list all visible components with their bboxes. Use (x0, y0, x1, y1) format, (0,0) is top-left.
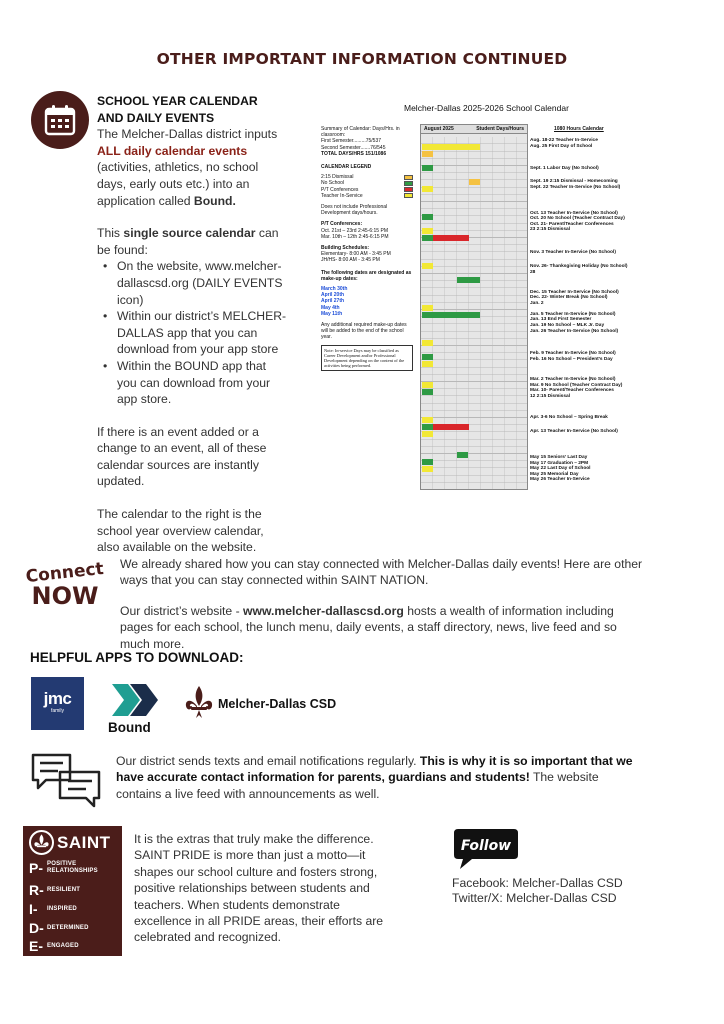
calendar-sources-list (97, 258, 287, 407)
calendar-event: Nov. 3 Teacher In-Service (No School) (530, 249, 616, 255)
calendar-event: May 26 Teacher In-Service (530, 477, 590, 483)
list-item: • Within our district’s MELCHER-DALLAS app that you can download from your app store (97, 308, 287, 358)
calendar-section-heading: SCHOOL YEAR CALENDAR AND DAILY EVENTS (97, 94, 258, 125)
website-paragraph: Our district’s website - www.melcher-dallascsd.org hosts a wealth of information including pages for each school, the lunch menu, daily events, a staff directory, news, live feed and so much more. (120, 603, 617, 651)
calendar-event: Jan. 2 (530, 300, 544, 306)
calendar-event: Oct. 21- Parent/Teacher Conferences (530, 221, 614, 227)
calendar-event: May 15 Seniors’ Last Day (530, 455, 588, 461)
calendar-event: Sept. 19 2:15 Dismissal - Homecoming (530, 178, 618, 184)
calendar-update-text: If there is an event added or a change to an event, all of these calendar sources are instantly updated. (97, 424, 267, 489)
connect-now-logo (24, 556, 105, 612)
social-links (452, 876, 623, 907)
calendar-icon (31, 91, 89, 149)
jmc-app-logo[interactable]: jmc family (31, 677, 84, 730)
calendar-event: May 22 Last Day of School (530, 466, 591, 472)
calendar-event: Nov. 26- Thanksgiving Holiday (No School) (530, 264, 628, 270)
facebook-link[interactable]: Facebook: Melcher-Dallas CSD (452, 876, 623, 890)
calendar-event: May 25 Memorial Day (530, 471, 579, 477)
pride-row-d: D- DETERMINED (29, 920, 89, 936)
fleur-de-lis-icon (29, 830, 54, 855)
hours-calendar-title: 1080 Hours Calendar (554, 126, 604, 132)
calendar-event: Sept. 1 Labor Day (No School) (530, 165, 599, 171)
legend-conferences: P/T Conferences (321, 187, 413, 193)
list-item: • Within the BOUND app that you can download from your app store. (97, 358, 287, 408)
calendar-event: Jan. 5 Teacher In-Service (No School) (530, 311, 616, 317)
saint-pride-graphic (23, 826, 122, 956)
twitter-link[interactable]: Twitter/X: Melcher-Dallas CSD (452, 891, 617, 906)
calendar-event: Dec. 15 Teacher In-Service (No School) (530, 289, 619, 295)
svg-text:NOW: NOW (31, 582, 99, 610)
calendar-event: Jan. 26 Teacher In-Service (No School) (530, 328, 619, 334)
calendar-events-list (528, 138, 693, 488)
school-calendar-image (316, 98, 696, 494)
calendar-event: 23 2:15 Dismissal (530, 227, 571, 233)
calendar-title: Melcher-Dallas 2025-2026 School Calendar (404, 103, 569, 113)
calendar-overview-text: The calendar to the right is the school year overview calendar, also available on the website. (97, 507, 264, 555)
calendar-event: Mar. 9 No School (Teacher Contract Day) (530, 382, 623, 388)
calendar-event: Dec. 22- Winter Break (No School) (530, 295, 608, 301)
calendar-event: Aug. 25 First Day of School (530, 143, 593, 149)
page-title: OTHER IMPORTANT INFORMATION CONTINUED (156, 50, 568, 68)
pride-row-i: I- INSPIRED (29, 901, 77, 917)
legend-no-school: No School (321, 180, 413, 186)
calendar-event: Mar. 2 Teacher In-Service (No School) (530, 377, 616, 382)
calendar-event: 28 (530, 270, 536, 276)
follow-speech-bubble-icon (452, 825, 520, 871)
calendar-info-section (97, 93, 287, 556)
fleur-de-lis-icon[interactable] (183, 684, 215, 720)
svg-text:Follow: Follow (460, 838, 512, 854)
pride-row-e: E- ENGAGED (29, 938, 79, 954)
calendar-event: May 17 Graduation – 2PM (530, 460, 589, 466)
calendar-event: Sept. 22 Teacher In-Service (No School) (530, 184, 621, 190)
bound-app-label: Bound (108, 720, 151, 735)
calendar-event: Oct. 20 No School (Teacher Contract Day) (530, 216, 625, 222)
calendar-event: Aug. 18-22 Teacher In-Service (530, 138, 598, 143)
saint-pride-paragraph: It is the extras that truly make the difference. SAINT PRIDE is more than just a motto—it shapes our school culture and fosters strong, positive relationships between students and teachers. When students demonstrate excellence in all PRIDE areas, their efforts are celebrated and recognized. (134, 832, 384, 945)
calendar-summary: Summary of Calendar: Days/Hrs. in classroom: First Semester.........75/537 Second Semester.......76/545 TOTAL DAYS/HRS 151/1086 CALENDAR LEGEND 2:15 Dismissal No School P/T Conferences Teacher In-Service Does not include Professional Development days/hours. P/T Conferences: Oct. 21st – 23rd 2:45-6:15 PM Mar. 10th – 12th 2:45-6:15 PM Building Schedules: Elementary- 8:00 AM - 3:45 PM JH/HS- 8:00 AM - 3:45 PM The following dates are designated as make-up dates: March 30th April 20th April 27th May 4th May 11th Any additional required make-up dates will be added to the end of the school year. Note: In-service Days may be classified as Career Development and/or Professional Development depending on the content of the activities being performed. (321, 126, 413, 371)
calendar-grid: August 2025 Student Days/Hours (420, 124, 528, 490)
calendar-event: Jan. 19 No School – MLK Jr. Day (530, 323, 605, 329)
pride-row-p: P- POSITIVE RELATIONSHIPS (29, 860, 98, 876)
calendar-event: Apr. 3-6 No School – Spring Break (530, 415, 608, 421)
calendar-event: Apr. 13 Teacher In-Service (No School) (530, 429, 618, 435)
connect-paragraph: We already shared how you can stay connected with Melcher-Dallas daily events! Here are other ways that you can stay connected within SAINT NATION. (120, 557, 643, 588)
calendar-event: 12 2:15 Dismissal (530, 393, 571, 399)
notifications-paragraph: Our district sends texts and email notifications regularly. This is why it is so important that we have accurate contact information for parents, guardians and students! The website contains a live feed with announcements as well. (116, 754, 633, 801)
calendar-event: Jan. 13 End First Semester (530, 317, 592, 323)
apps-heading: HELPFUL APPS TO DOWNLOAD: (30, 650, 244, 665)
list-item: • On the website, www.melcher-dallascsd.org (DAILY EVENTS icon) (97, 258, 287, 308)
calendar-event: Feb. 9 Teacher In-Service (No School) (530, 350, 616, 356)
calendar-event: Feb. 16 No School – President’s Day (530, 356, 613, 362)
melcher-dallas-app-label: Melcher-Dallas CSD (218, 697, 337, 711)
legend-inservice: Teacher In-Service (321, 193, 413, 199)
chat-bubbles-icon (30, 750, 102, 808)
legend-dismissal: 2:15 Dismissal (321, 174, 413, 180)
calendar-event: Oct. 13 Teacher In-Service (No School) (530, 210, 618, 216)
website-link[interactable]: www.melcher-dallascsd.org (243, 603, 404, 618)
pride-row-r: R- RESILIENT (29, 882, 81, 898)
calendar-intro: The Melcher-Dallas district inputs ALL daily calendar events (activities, athletics, no school days, early outs etc.) into an application called Bound. (97, 127, 278, 208)
saint-header: SAINT (57, 832, 111, 852)
calendar-event: Mar. 10- Parent/Teacher Conferences (530, 388, 614, 394)
svg-text:Connect: Connect (24, 558, 105, 588)
calendar-found-text: This single source calendar can be found: (97, 226, 279, 257)
